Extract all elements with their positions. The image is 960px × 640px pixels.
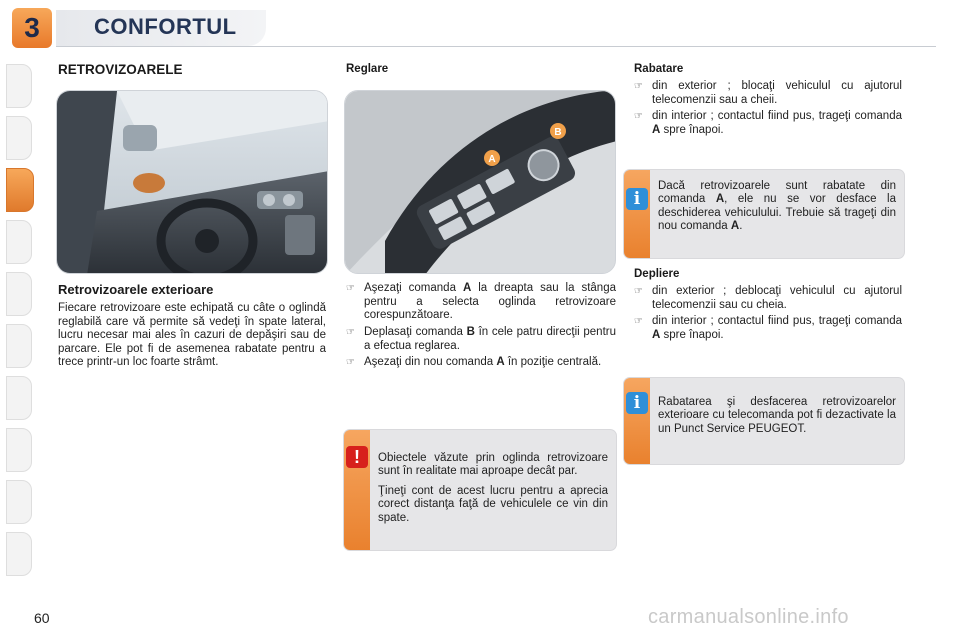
pointing-hand-icon: ☞ [346,327,355,338]
car-interior-illustration [57,91,328,274]
mirror-control-photo [344,90,616,274]
header-divider [56,46,936,47]
info-box [624,378,904,464]
depliere-title: Depliere [634,268,680,280]
rabatare-title: Rabatare [634,63,684,75]
body-paragraph: Fiecare retrovizoare este echipată cu câte o oglindă reglabilă care vă permite să vedeţi în spate lateral, lucru necesar mai ales în cazuri de depăşiri sau de parcare. Ele pot fi de asemenea rabatate pentru a trece printr-un loc foarte strâmt. [58,302,326,369]
page-number: 60 [34,610,50,626]
watermark: carmanualsonline.info [648,606,849,628]
list-item: ☞ Aşezaţi din nou comanda A în poziţie centrală. [346,356,602,368]
chapter-number-badge: 3 [12,8,52,48]
info-box [624,170,904,258]
side-tab[interactable] [6,220,32,264]
list-item: ☞ Aşezaţi comanda A la dreapta sau la stânga pentru a selecta oglinda retrovizoare corespunzătoare. [346,282,616,322]
door-panel-illustration [345,91,616,274]
label-a: A [488,154,496,165]
list-item: ☞ din interior ; contactul fiind pus, trageţi comanda A spre înapoi. [634,315,902,341]
pointing-hand-icon: ☞ [346,357,355,368]
info-text: Rabatarea şi desfacerea retrovizoarelor exterioare cu telecomanda pot fi dezactivate la un Punct Service PEUGEOT. [658,396,896,435]
pointing-hand-icon: ☞ [634,286,643,297]
info-stripe [624,170,650,258]
chapter-side-tabs [0,64,34,584]
reglare-title: Reglare [346,63,389,75]
info-text: Dacă retrovizoarele sunt rabatate din comanda A, ele nu se vor desface la deschiderea vehiculului. Trebuie să trageţi din nou comanda A. [658,180,896,233]
exclamation-icon: ! [346,446,368,468]
warning-paragraph: Ţineţi cont de acest lucru pentru a aprecia corect distanţa faţă de vehiculele ce vin din spate. [378,484,608,524]
section-title: RETROVIZOARELE [58,62,183,77]
pointing-hand-icon: ☞ [634,316,643,327]
side-tab-active[interactable] [6,168,34,212]
side-tab[interactable] [6,64,32,108]
chapter-title: CONFORTUL [94,14,237,39]
info-icon: i [626,188,648,210]
list-item: ☞ din exterior ; deblocaţi vehiculul cu ajutorul telecomenzii sau cu cheia. [634,285,902,311]
side-tab[interactable] [6,428,32,472]
warning-paragraph: Obiectele văzute prin oglinda retrovizoare sunt în realitate mai aproape decât par. [378,452,608,478]
car-interior-photo [56,90,328,274]
list-item: ☞ Deplasaţi comanda B în cele patru direcţii pentru a efectua reglarea. [346,326,616,352]
label-b: B [554,127,562,138]
warning-text [378,452,608,525]
side-tab[interactable] [6,116,32,160]
warning-box [344,430,616,550]
info-stripe [624,378,650,464]
info-icon: i [626,392,648,414]
side-tab[interactable] [6,532,32,576]
side-tab[interactable] [6,480,32,524]
pointing-hand-icon: ☞ [634,111,643,122]
side-tab[interactable] [6,324,32,368]
side-tab[interactable] [6,272,32,316]
list-item: ☞ din exterior ; blocaţi vehiculul cu ajutorul telecomenzii sau a cheii. [634,80,902,106]
subsection-title: Retrovizoarele exterioare [58,282,214,297]
side-tab[interactable] [6,376,32,420]
pointing-hand-icon: ☞ [634,81,643,92]
pointing-hand-icon: ☞ [346,283,355,294]
list-item: ☞ din interior ; contactul fiind pus, trageţi comanda A spre înapoi. [634,110,902,136]
